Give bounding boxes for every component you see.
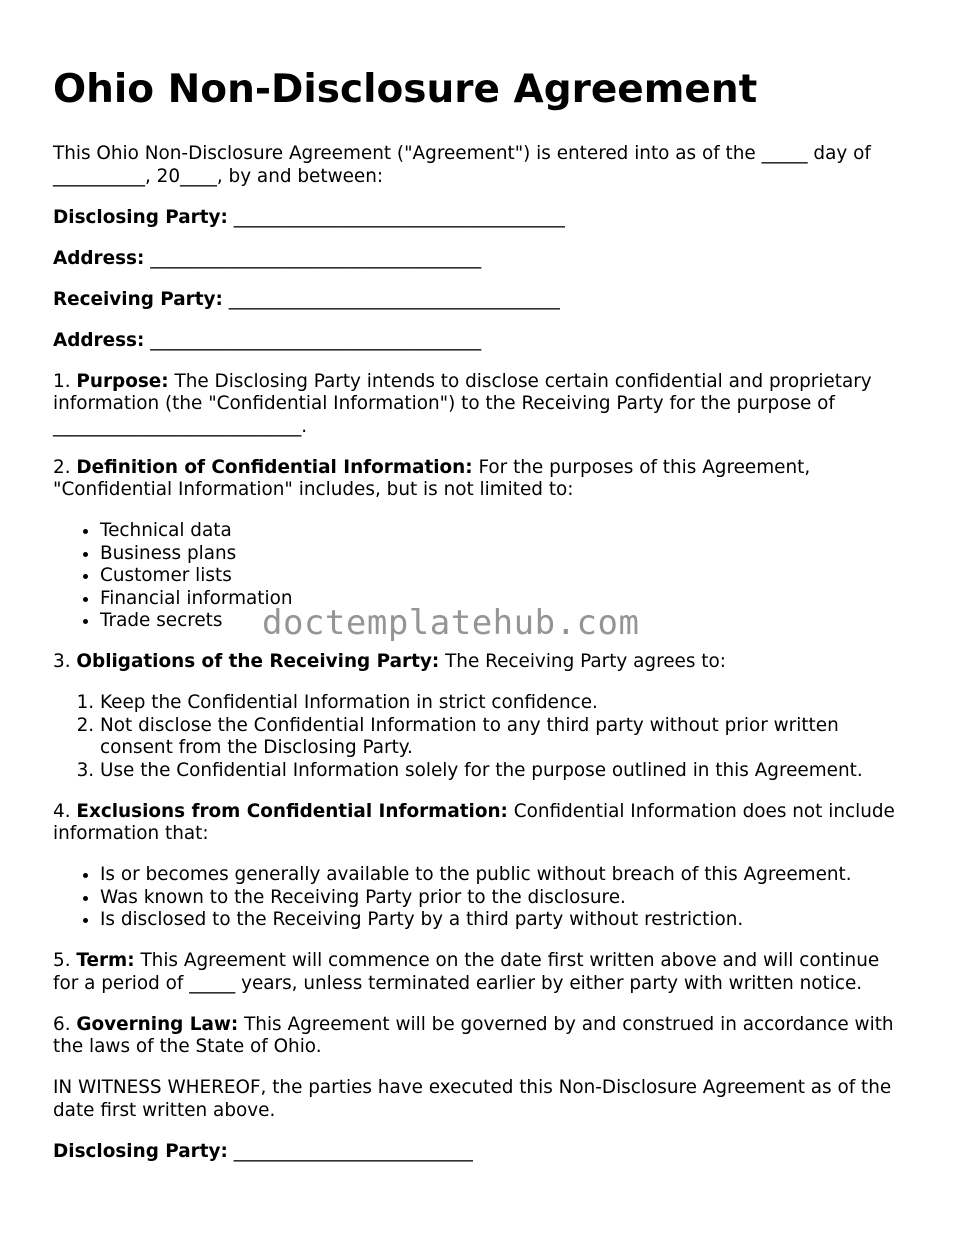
disclosing-address-line [53,248,903,271]
watermark: doctemplatehub.com [262,603,640,643]
signature-line [53,1141,903,1164]
list-item: • Trade secrets [100,610,903,633]
disclosing-address-label: Address: [53,247,145,269]
disclosing-party-blank: ____________________________________ [233,206,565,228]
section-heading: Obligations of the Receiving Party: [76,651,440,672]
list-item: • Financial information [100,588,903,611]
list-item: 3. Use the Confidential Information solely for the purpose outlined in this Agreement. [100,760,903,783]
section-text: For the purposes of this Agreement, "Confidential Information" includes, but is not limited to: [53,456,811,500]
section-text: The Receiving Party agrees to: [445,651,726,672]
section-exclusions [53,801,903,846]
section-number: 4. [53,800,71,822]
section-definition [53,457,903,502]
witness-paragraph: IN WITNESS WHEREOF, the parties have executed this Non-Disclosure Agreement as of the date first written above. [53,1077,892,1121]
receiving-address-line [53,330,903,353]
section-heading: Definition of Confidential Information: [76,456,473,478]
section-heading: Term: [76,950,135,971]
receiving-party-blank: ____________________________________ [228,288,560,310]
section-text: The Disclosing Party intends to disclose certain confidential and proprietary information (the "Confidential Information") to the Receiving Party for the purpose of ___________________________. [53,370,872,437]
list-item: 2. Not disclose the Confidential Information to any third party without prior written consent from the Disclosing Party. [100,715,903,760]
list-item: • Is disclosed to the Receiving Party by a third party without restriction. [100,909,903,932]
obligations-list [53,692,903,782]
receiving-party-line [53,289,903,312]
section-purpose [53,371,903,439]
disclosing-address-blank: ____________________________________ [150,247,482,269]
section-text: Confidential Information does not include information that: [53,800,895,844]
signature-blank: __________________________ [233,1140,473,1162]
section-number: 2. [53,456,71,478]
receiving-address-label: Address: [53,329,145,351]
document-title: Ohio Non-Disclosure Agreement [53,67,758,112]
section-text: This Agreement will be governed by and construed in accordance with the laws of the State of Ohio. [53,1013,894,1057]
list-item: • Customer lists [100,565,903,588]
receiving-party-label: Receiving Party: [53,288,223,310]
section-heading: Exclusions from Confidential Information: [76,800,508,822]
list-item: • Is or becomes generally available to the public without breach of this Agreement. [100,864,903,887]
section-number: 5. [53,950,71,971]
list-item: • Business plans [100,543,903,566]
section-term [53,950,903,995]
exclusions-list [53,864,903,932]
section-obligations [53,651,903,674]
signature-label: Disclosing Party: [53,1140,228,1162]
section-number: 1. [53,370,71,392]
disclosing-party-line [53,207,903,230]
section-number: 6. [53,1013,71,1035]
list-item: • Was known to the Receiving Party prior to the disclosure. [100,887,903,910]
section-heading: Purpose: [76,370,169,392]
intro-paragraph: This Ohio Non-Disclosure Agreement ("Agreement") is entered into as of the _____ day of __________, 20____, by and between: [53,143,871,187]
receiving-address-blank: ____________________________________ [150,329,482,351]
section-text: This Agreement will commence on the date first written above and will continue for a period of _____ years, unless terminated earlier by either party with written notice. [53,950,880,994]
list-item: • Technical data [100,520,903,543]
section-governing-law [53,1014,903,1059]
section-number: 3. [53,651,71,672]
section-heading: Governing Law: [76,1013,239,1035]
list-item: 1. Keep the Confidential Information in strict confidence. [100,692,903,715]
disclosing-party-label: Disclosing Party: [53,206,228,228]
